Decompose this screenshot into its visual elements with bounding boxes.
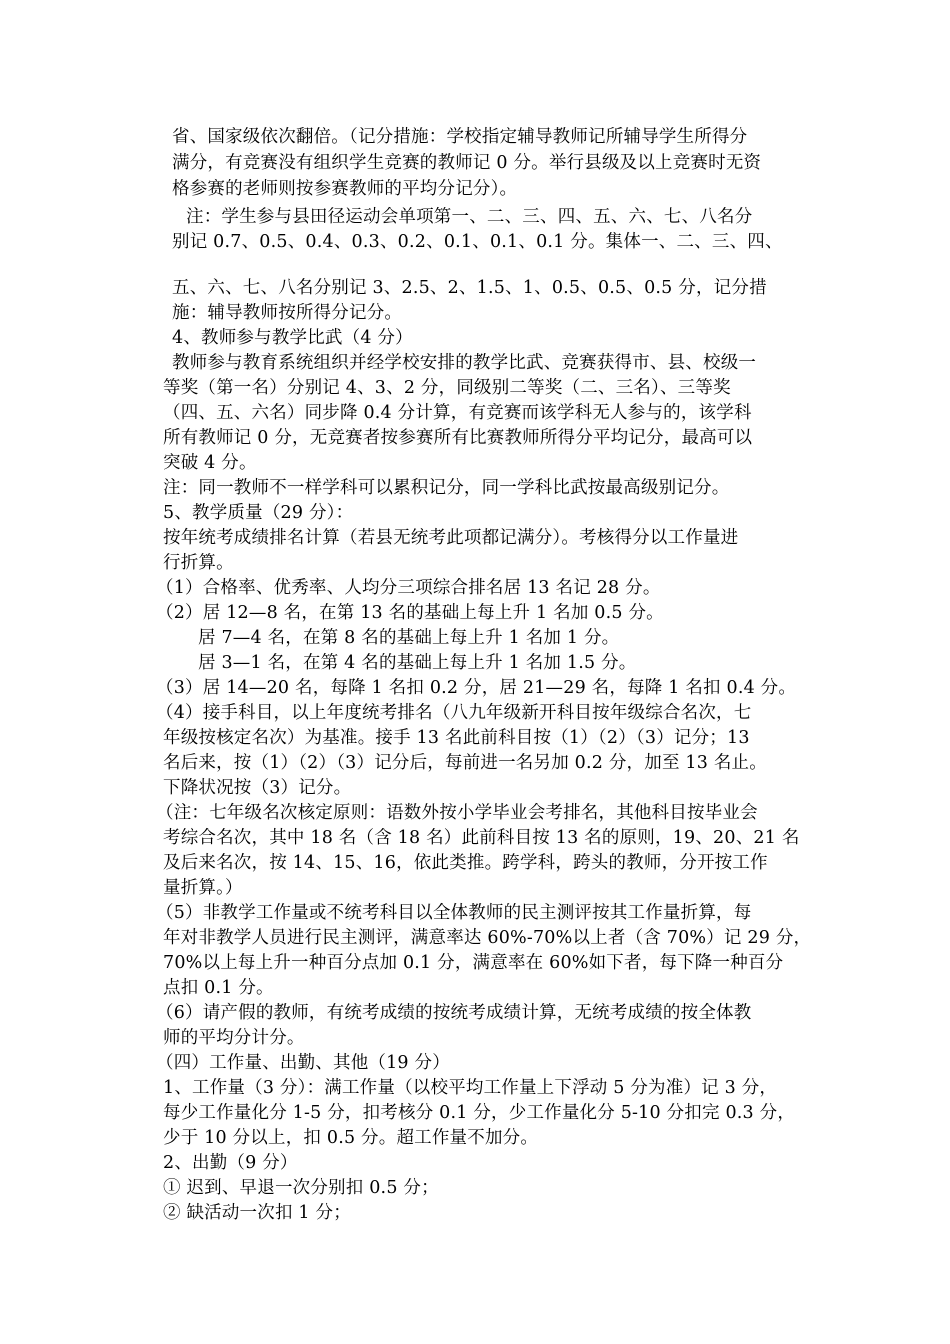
text-line: 等奖（第一名）分别记 4、3、2 分，同级别二等奖（二、三名）、三等奖 <box>163 378 731 398</box>
text-line: （6）请产假的教师，有统考成绩的按统考成绩计算，无统考成绩的按全体教 <box>156 1003 752 1023</box>
text-line: 1、工作量（3 分）：满工作量（以校平均工作量上下浮动 5 分为准）记 3 分， <box>163 1078 778 1098</box>
text-line: （3）居 14—20 名，每降 1 名扣 0.2 分，居 21—29 名，每降 1 名扣 0.4 分。 <box>156 678 797 698</box>
text-line: 量折算。） <box>163 878 243 898</box>
text-line: 格参赛的老师则按参赛教师的平均分记分）。 <box>172 179 518 199</box>
text-line: 注：学生参与县田径运动会单项第一、二、三、四、五、六、七、八名分 <box>186 207 753 227</box>
section-heading: 4、教师参与教学比武（4 分） <box>172 328 413 348</box>
text-line: 点扣 0.1 分。 <box>163 978 274 998</box>
text-line: 满分，有竞赛没有组织学生竞赛的教师记 0 分。举行县级及以上竞赛时无资 <box>172 153 762 173</box>
text-line: 及后来名次，按 14、15、16，依此类推。跨学科，跨头的教师，分开按工作 <box>163 853 768 873</box>
section-heading: 2、出勤（9 分） <box>163 1153 298 1173</box>
text-line: 师的平均分计分。 <box>163 1028 305 1048</box>
text-line: 少于 10 分以上，扣 0.5 分。超工作量不加分。 <box>163 1128 539 1148</box>
section-heading: 5、教学质量（29 分）： <box>163 503 354 523</box>
text-line: （1）合格率、优秀率、人均分三项综合排名居 13 名记 28 分。 <box>156 578 661 598</box>
text-line: 所有教师记 0 分，无竞赛者按参赛所有比赛教师所得分平均记分，最高可以 <box>163 428 753 448</box>
text-line: 年对非教学人员进行民主测评，满意率达 60%-70%以上者（含 70%）记 29 分， <box>163 928 812 948</box>
text-line: 居 7—4 名，在第 8 名的基础上每上升 1 名加 1 分。 <box>198 628 620 648</box>
text-line: 突破 4 分。 <box>163 453 257 473</box>
text-line: 五、六、七、八名分别记 3、2.5、2、1.5、1、0.5、0.5、0.5 分，记分措 <box>172 278 767 298</box>
text-line: （注：七年级名次核定原则：语数外按小学毕业会考排名，其他科目按毕业会 <box>156 803 758 823</box>
text-line: 下降状况按（3）记分。 <box>163 778 352 798</box>
text-line: 省、国家级依次翻倍。（记分措施：学校指定辅导教师记所辅导学生所得分 <box>172 127 748 147</box>
text-line: 施：辅导教师按所得分记分。 <box>172 303 403 323</box>
text-line: （2）居 12—8 名，在第 13 名的基础上每上升 1 名加 0.5 分。 <box>156 603 664 623</box>
text-line: 年级按核定名次）为基准。接手 13 名此前科目按（1）（2）（3）记分；13 <box>163 728 750 748</box>
text-line: ② 缺活动一次扣 1 分； <box>163 1203 351 1223</box>
text-line: 别记 0.7、0.5、0.4、0.3、0.2、0.1、0.1、0.1 分。集体一、二、三、四、 <box>172 232 783 252</box>
text-line: ① 迟到、早退一次分别扣 0.5 分； <box>163 1178 439 1198</box>
text-line: 行折算。 <box>163 553 234 573</box>
text-line: 居 3—1 名，在第 4 名的基础上每上升 1 名加 1.5 分。 <box>198 653 637 673</box>
text-line: 考综合名次，其中 18 名（含 18 名）此前科目按 13 名的原则，19、20、21 名 <box>163 828 800 848</box>
text-line: 教师参与教育系统组织并经学校安排的教学比武、竞赛获得市、县、校级一 <box>172 353 757 373</box>
text-line: 70%以上每上升一种百分点加 0.1 分，满意率在 60%如下者，每下降一种百分 <box>163 953 784 973</box>
text-line: （4）接手科目，以上年度统考排名（八九年级新开科目按年级综合名次，七 <box>156 703 752 723</box>
text-line: 注：同一教师不一样学科可以累积记分，同一学科比武按最高级别记分。 <box>163 478 730 498</box>
text-line: （5）非教学工作量或不统考科目以全体教师的民主测评按其工作量折算，每 <box>156 903 752 923</box>
section-heading: （四）工作量、出勤、其他（19 分） <box>156 1053 450 1073</box>
text-line: 名后来，按（1）（2）（3）记分后，每前进一名另加 0.2 分，加至 13 名止。 <box>163 753 767 773</box>
text-line: 按年统考成绩排名计算（若县无统考此项都记满分）。考核得分以工作量进 <box>163 528 739 548</box>
text-line: 每少工作量化分 1-5 分，扣考核分 0.1 分，少工作量化分 5-10 分扣完 0.3 分， <box>163 1103 796 1123</box>
text-line: （四、五、六名）同步降 0.4 分计算，有竞赛而该学科无人参与的，该学科 <box>163 403 752 423</box>
